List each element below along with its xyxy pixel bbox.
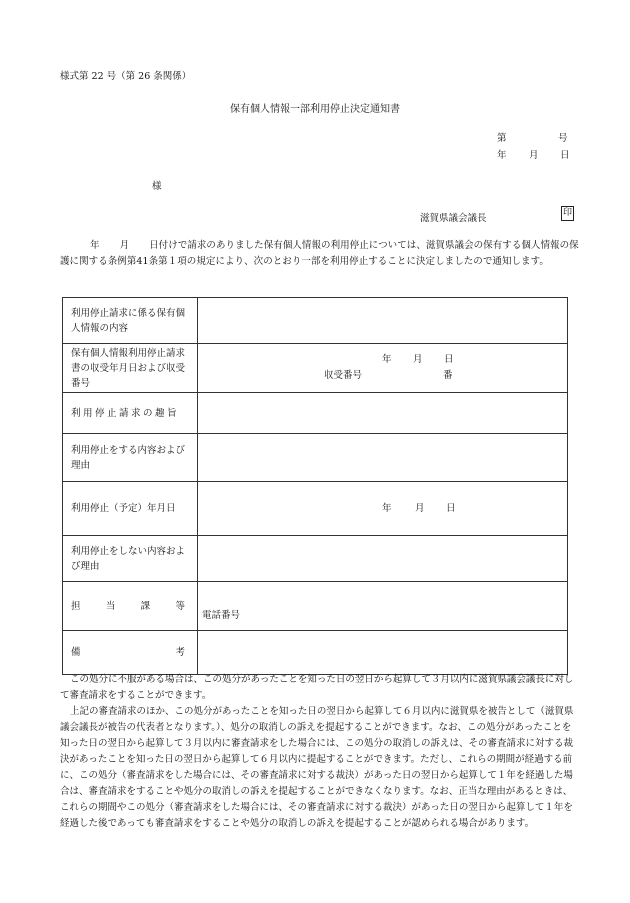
label-char: 等 [175,600,185,612]
issue-date-year: 年 [497,150,507,161]
table-row [63,393,568,434]
row-label: 利用停止をしない内容および理由 [63,536,198,582]
issue-date-month: 月 [529,150,539,161]
row-label: 利用停止（予定）年月日 [63,482,198,536]
row-value[interactable] [198,393,568,434]
stop-date-month: 月 [415,503,425,514]
row-label: 利用停止をする内容および理由 [63,434,198,482]
table-row [63,434,568,482]
receipt-number-label: 収受番号 [324,370,363,381]
seal-mark: 印 [561,206,574,221]
row-value[interactable] [198,631,568,675]
intro-month: 月 [119,240,130,251]
receipt-year: 年 [382,354,392,365]
receipt-month: 月 [413,354,423,365]
row-label [63,582,198,631]
row-label-text [71,599,193,614]
notes-section [60,672,578,832]
issue-date-day: 日 [560,150,570,161]
doc-number-prefix: 第 [497,133,507,144]
row-label-text: 利用停止請求の趣旨 [71,407,180,419]
row-label: 利用停止請求に係る保有個人情報の内容 [63,298,198,344]
row-label-text [71,645,193,660]
table-row [63,582,568,631]
row-value[interactable] [198,536,568,582]
label-char: 課 [140,600,151,612]
form-number: 様式第 22 号（第 26 条関係） [60,71,192,82]
row-value[interactable] [198,582,568,631]
addressee-suffix: 様 [152,181,162,192]
label-char: 備 [71,647,81,658]
intro-year: 年 [90,240,100,251]
table-row [63,631,568,675]
label-char: 担 [71,600,81,612]
row-value[interactable] [198,298,568,344]
doc-number-suffix: 号 [558,133,568,144]
receipt-number-suffix: 番 [443,370,453,381]
form-table [62,297,568,675]
row-label: 保有個人情報利用停止請求書の収受年月日および収受番号 [63,344,198,393]
intro-paragraph [60,238,580,270]
sender-name: 滋賀県議会議長 [420,213,487,224]
notes-paragraph-1: この処分に不服がある場合は、この処分があったことを知った日の翌日から起算して３月以内に滋賀県議会議長に対して審査請求をすることができます。 [60,674,574,701]
label-char: 当 [105,600,116,612]
table-row [63,344,568,393]
stop-date-day: 日 [446,503,456,514]
row-value[interactable] [198,482,568,536]
receipt-day: 日 [444,354,454,365]
table-row [63,298,568,344]
row-value[interactable] [198,344,568,393]
table-row [63,482,568,536]
document-title: 保有個人情報一部利用停止決定通知書 [230,104,400,115]
row-label [63,393,198,434]
row-label [63,631,198,675]
phone-number-label: 電話番号 [202,610,241,621]
stop-date-year: 年 [382,503,392,514]
notes-paragraph-2: 上記の審査請求のほか、この処分があったことを知った日の翌日から起算して６月以内に滋賀県を被告として（滋賀県議会議長が被告の代表者となります。）、処分の取消しの訴えを提起することができます。なお、この処分があったことを知った日の翌日から起算して３月以内に審査請求をした場合には、この処分の取消しの訴えは、その審査請求に対する裁決があったことを知った日の翌日から起算して６月以内に提起することができます。ただし、これらの期間が経過する前に、この処分（審査請求をした場合には、その審査請求に対する裁決）があった日の翌日から起算して１年を経過した場合は、審査請求をすることや処分の取消しの訴えを提起することができなくなります。なお、正当な理由があるときは、これらの期間やこの処分（審査請求をした場合には、その審査請求に対する裁決）があった日の翌日から起算して１年を経過した後であっても審査請求をすることや処分の取消しの訴えを提起することが認められる場合があります。 [60,706,574,829]
intro-text: 日付けで請求のありました保有個人情報の利用停止については、滋賀県議会の保有する個人情報の保護に関する条例第41条第１項の規定により、次のとおり一部を利用停止することに決定しましたので通知します。 [60,240,579,267]
table-row [63,536,568,582]
label-char: 考 [175,647,185,658]
row-value[interactable] [198,434,568,482]
